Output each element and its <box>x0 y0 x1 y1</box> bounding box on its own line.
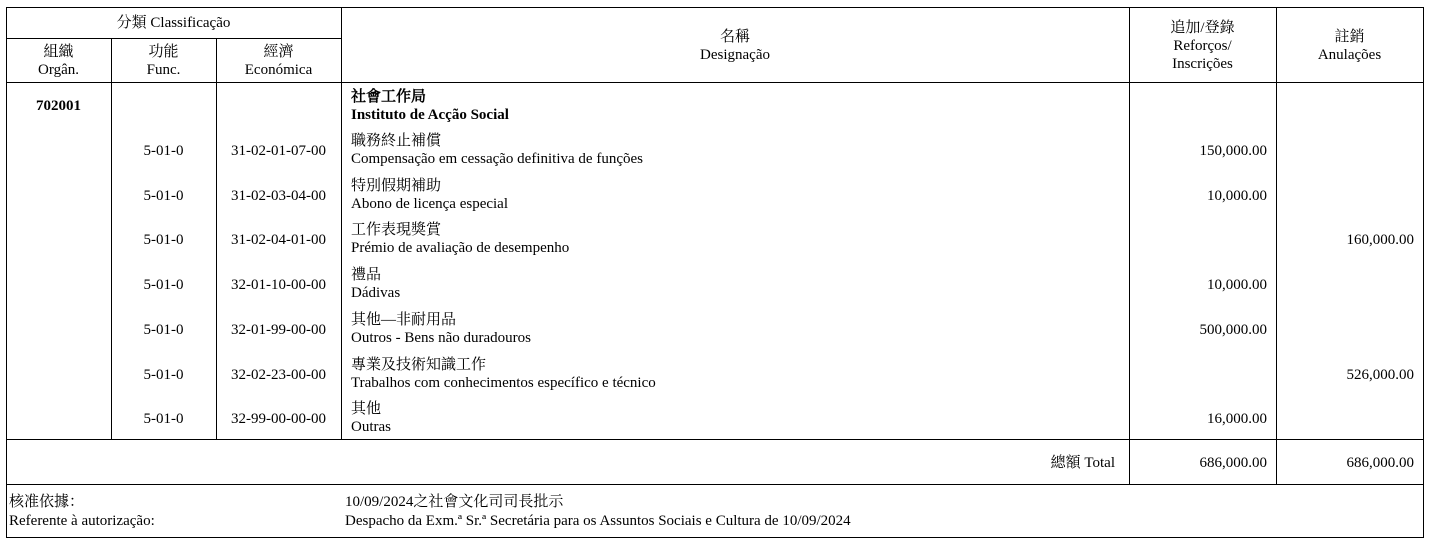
row-econ: 32-01-99-00-00 <box>231 322 326 338</box>
total-cancellation: 686,000.00 <box>1346 455 1414 471</box>
row-name-zh: 禮品 <box>351 267 382 283</box>
header-func-pt: Func. <box>146 62 181 78</box>
row-name-pt: Abono de licença especial <box>351 196 509 212</box>
row-reinforcement: 500,000.00 <box>1199 322 1267 338</box>
classification-underline <box>6 38 342 39</box>
row-name-zh: 職務終止補償 <box>351 133 442 149</box>
table-border-bottom <box>6 537 1424 538</box>
authorization-label-zh: 核准依據： <box>9 494 85 510</box>
row-name-pt: Prémio de avaliação de desempenho <box>351 240 570 256</box>
row-cancellation: 526,000.00 <box>1346 367 1414 383</box>
header-reinforcements-zh: 追加/登錄 <box>1170 20 1235 36</box>
row-name-pt: Compensação em cessação definitiva de funções <box>351 151 643 167</box>
row-reinforcement: 10,000.00 <box>1207 277 1267 293</box>
row-cancellation: 160,000.00 <box>1346 232 1414 248</box>
row-func: 5-01-0 <box>143 277 184 293</box>
total-reinforcement: 686,000.00 <box>1199 455 1267 471</box>
row-func: 5-01-0 <box>143 143 184 159</box>
row-econ: 31-02-04-01-00 <box>231 232 326 248</box>
row-reinforcement: 150,000.00 <box>1199 143 1267 159</box>
row-func: 5-01-0 <box>143 188 184 204</box>
header-econ-zh: 經濟 <box>263 44 294 60</box>
row-name-pt: Outras <box>351 419 391 435</box>
row-name-pt: Trabalhos com conhecimentos específico e técnico <box>351 375 656 391</box>
row-reinforcement: 10,000.00 <box>1207 188 1267 204</box>
total-label: 總額 Total <box>1050 455 1115 471</box>
row-name-pt: Dádivas <box>351 285 401 301</box>
header-organ-pt: Orgân. <box>38 62 79 78</box>
row-func: 5-01-0 <box>143 322 184 338</box>
table-row <box>0 130 1430 174</box>
row-econ: 32-01-10-00-00 <box>231 277 326 293</box>
table-row <box>0 175 1430 219</box>
table-row <box>0 354 1430 398</box>
table-row <box>0 309 1430 353</box>
entity-name-pt: Instituto de Acção Social <box>351 107 509 123</box>
row-reinforcement: 16,000.00 <box>1207 411 1267 427</box>
row-func: 5-01-0 <box>143 232 184 248</box>
table-row <box>0 398 1430 442</box>
authorization-text-pt: Despacho da Exm.ª Sr.ª Secretária para os Assuntos Sociais e Cultura de 10/09/2024 <box>345 513 851 529</box>
header-designation-pt: Designação <box>700 47 770 63</box>
table-row <box>0 264 1430 308</box>
entity-name-zh: 社會工作局 <box>351 89 427 105</box>
header-designation-zh: 名稱 <box>719 29 750 45</box>
row-econ: 31-02-01-07-00 <box>231 143 326 159</box>
authorization-text-zh: 10/09/2024之社會文化司司長批示 <box>345 494 564 510</box>
authorization-label-pt: Referente à autorização: <box>9 513 155 529</box>
header-econ-pt: Económica <box>244 62 313 78</box>
header-bottom <box>6 82 1424 83</box>
row-func: 5-01-0 <box>143 411 184 427</box>
header-cancellations-pt: Anulações <box>1317 47 1382 63</box>
row-econ: 31-02-03-04-00 <box>231 188 326 204</box>
row-name-zh: 其他—非耐用品 <box>351 312 457 328</box>
row-econ: 32-02-23-00-00 <box>231 367 326 383</box>
row-func: 5-01-0 <box>143 367 184 383</box>
header-reinforcements-pt2: Inscrições <box>1172 56 1233 72</box>
header-organ-zh: 組織 <box>43 44 74 60</box>
row-name-zh: 專業及技術知識工作 <box>351 357 487 373</box>
row-name-zh: 特別假期補助 <box>351 178 442 194</box>
header-cancellations-zh: 註銷 <box>1334 29 1365 45</box>
header-func-zh: 功能 <box>148 44 179 60</box>
header-classification: 分類 Classificação <box>116 15 231 31</box>
row-econ: 32-99-00-00-00 <box>231 411 326 427</box>
table-border-top <box>6 7 1424 8</box>
row-name-pt: Outros - Bens não duradouros <box>351 330 531 346</box>
row-name-zh: 工作表現獎賞 <box>351 222 442 238</box>
total-bottom <box>6 484 1424 485</box>
table-row <box>0 219 1430 263</box>
row-name-zh: 其他 <box>351 401 382 417</box>
entity-code: 702001 <box>36 98 81 114</box>
header-reinforcements-pt1: Reforços/ <box>1173 38 1232 54</box>
